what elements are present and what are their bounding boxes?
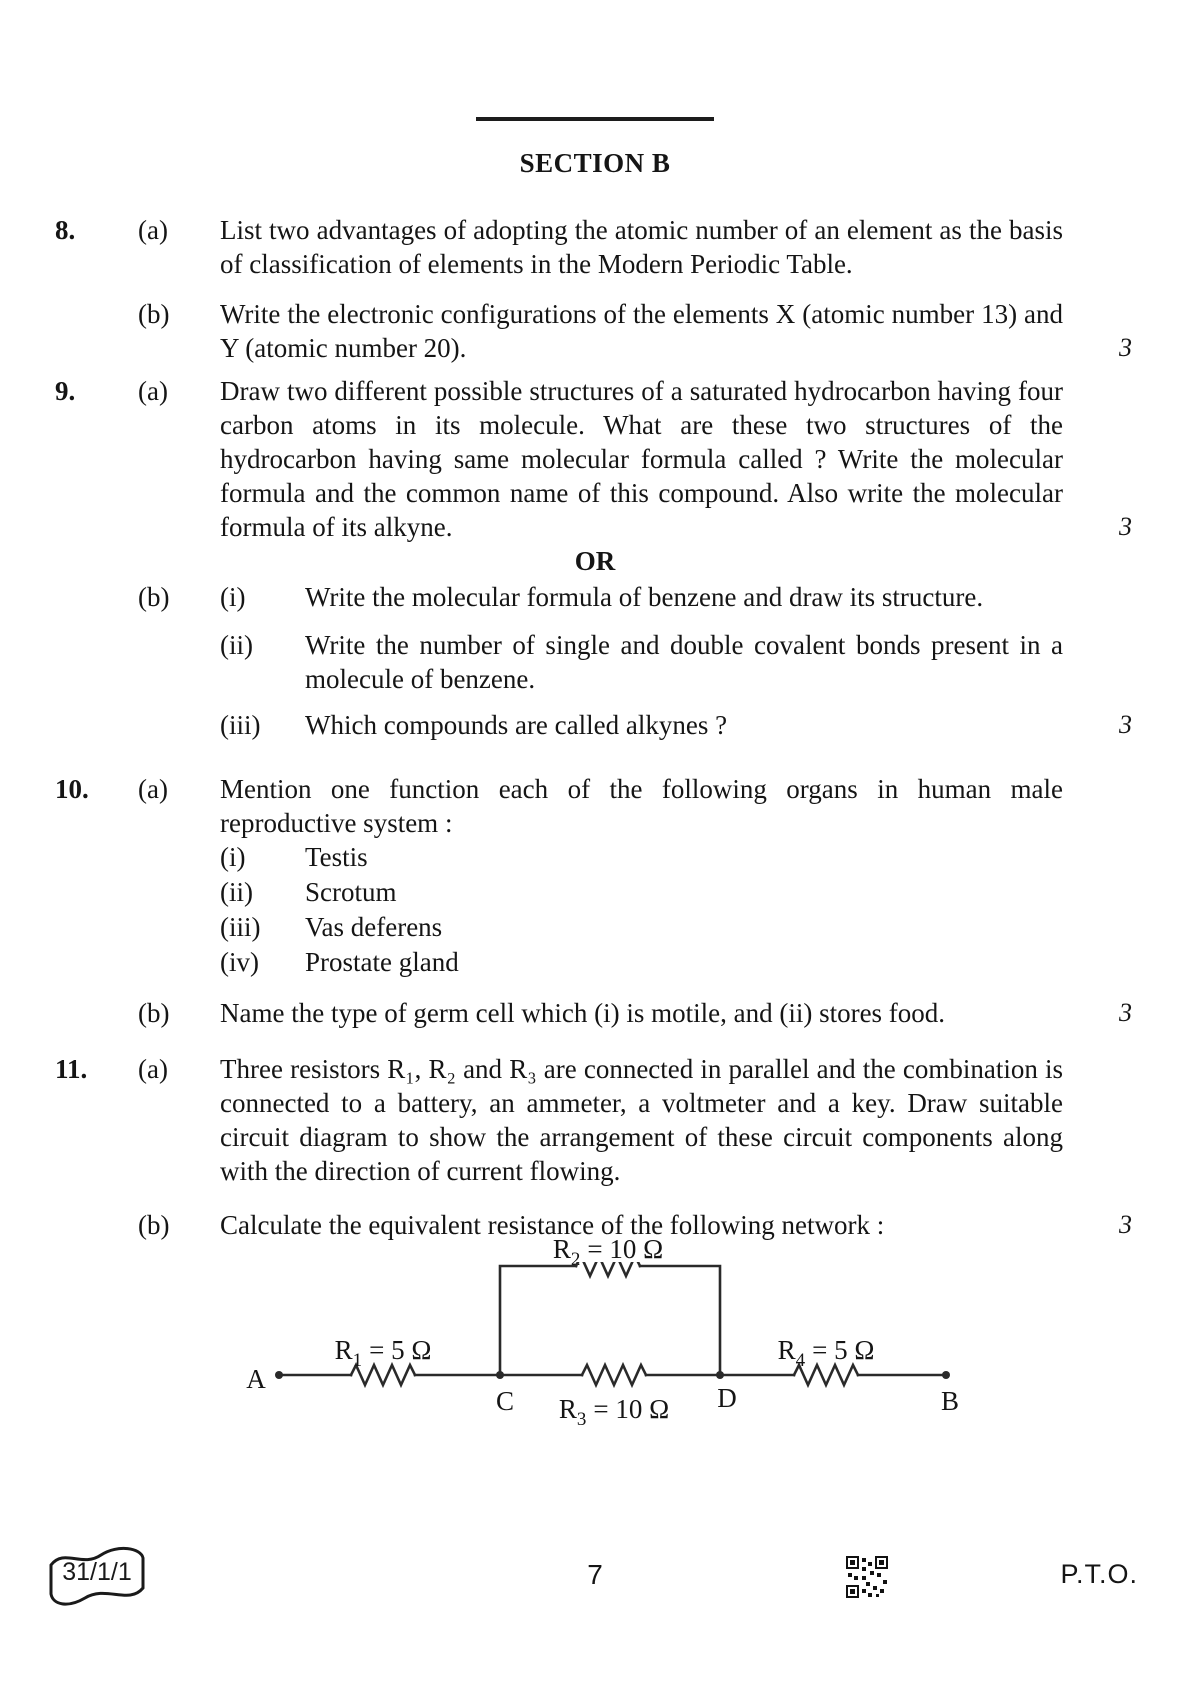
question-9bi-row (0, 580, 1190, 614)
node-c-label: C (495, 1386, 515, 1416)
part-label: (b) (138, 998, 170, 1028)
question-text: Write the number of single and double covalent bonds present in a molecule of benzene. (305, 630, 1063, 694)
resistor-r1-label: $R_1 = 5$ Ω (334, 1335, 432, 1371)
question-text: Which compounds are called alkynes ? (305, 710, 728, 740)
marks-value: 3 (1119, 512, 1132, 541)
section-title: SECTION B (519, 148, 671, 178)
list-item (0, 875, 1190, 910)
paper-code: 31/1/1 (62, 1558, 132, 1586)
question-11a-row (0, 1052, 1190, 1188)
question-10b-row (0, 996, 1190, 1030)
question-9biii-row (0, 708, 1190, 742)
question-9bii-row (0, 628, 1190, 696)
list-item (0, 910, 1190, 945)
resistor-r2-label: $R_2 = 10$ Ω (552, 1234, 664, 1270)
list-item-text: Vas deferens (305, 912, 443, 942)
node-b-label: B (940, 1386, 960, 1416)
subpart-label: (i) (220, 582, 246, 612)
page-number: 7 (587, 1559, 603, 1590)
list-item-text: Scrotum (305, 877, 397, 907)
marks-value: 3 (1119, 333, 1132, 362)
marks-value: 3 (1119, 1210, 1132, 1239)
subpart-label: (iii) (220, 710, 261, 740)
part-label: (a) (138, 774, 168, 804)
list-item-label: (ii) (220, 877, 253, 907)
question-8a-row (0, 213, 1190, 281)
resistor-r3-label: $R_3 = 10$ Ω (558, 1394, 670, 1430)
question-text: Mention one function each of the following organs in human male reproductive system : (220, 774, 1063, 838)
organ-list (0, 840, 1190, 980)
question-number: 8. (55, 215, 76, 245)
part-label: (a) (138, 1054, 168, 1084)
question-number: 10. (55, 774, 89, 804)
subpart-label: (ii) (220, 630, 253, 660)
resistor-r4-label: $R_4 = 5$ Ω (777, 1335, 875, 1371)
node-a-label: A (246, 1364, 266, 1394)
question-text: Write the molecular formula of benzene and draw its structure. (305, 582, 984, 612)
part-label: (b) (138, 1210, 170, 1240)
question-text: Name the type of germ cell which (i) is motile, and (ii) stores food. (220, 998, 946, 1028)
part-label: (b) (138, 299, 170, 329)
marks-value: 3 (1119, 998, 1132, 1027)
question-text: Calculate the equivalent resistance of the following network : (220, 1210, 885, 1240)
question-number: 11. (55, 1054, 88, 1084)
list-item-text: Testis (305, 842, 368, 872)
or-divider: OR (574, 546, 616, 576)
list-item (0, 840, 1190, 875)
question-number: 9. (55, 376, 76, 406)
qr-code (846, 1556, 888, 1598)
question-text: List two advantages of adopting the atomic number of an element as the basis of classification of elements in the Modern Periodic Table. (220, 215, 1063, 279)
part-label: (b) (138, 582, 170, 612)
list-item (0, 945, 1190, 980)
circuit-diagram (0, 1234, 1190, 1432)
question-9a-row (0, 374, 1190, 544)
question-text: Draw two different possible structures of a saturated hydrocarbon having four carbon atoms in its molecule. What are these two structures of the hydrocarbon having same molecular formula called ? Write the molecular formula and the common name of this compound. Also write the molecular formula of its alkyne. (220, 376, 1063, 542)
question-text: Three resistors R₁, R₂ and R₃ are connected in parallel and the combination is connected to a battery, an ammeter, a voltmeter and a key. Draw suitable circuit diagram to show the arrangement of these circuit components along with the direction of current flowing. (220, 1054, 1063, 1186)
question-text: Write the electronic configurations of the elements X (atomic number 13) and Y (atomic number 20). (220, 299, 1063, 363)
list-item-text: Prostate gland (305, 947, 459, 977)
list-item-label: (i) (220, 842, 246, 872)
marks-value: 3 (1119, 710, 1132, 739)
pto-label: P.T.O. (1060, 1559, 1138, 1589)
list-item-label: (iv) (220, 947, 259, 977)
node-d-label: D (717, 1383, 737, 1413)
part-label: (a) (138, 215, 168, 245)
question-8b-row (0, 297, 1190, 365)
question-10a-row (0, 772, 1190, 840)
list-item-label: (iii) (220, 912, 261, 942)
part-label: (a) (138, 376, 168, 406)
